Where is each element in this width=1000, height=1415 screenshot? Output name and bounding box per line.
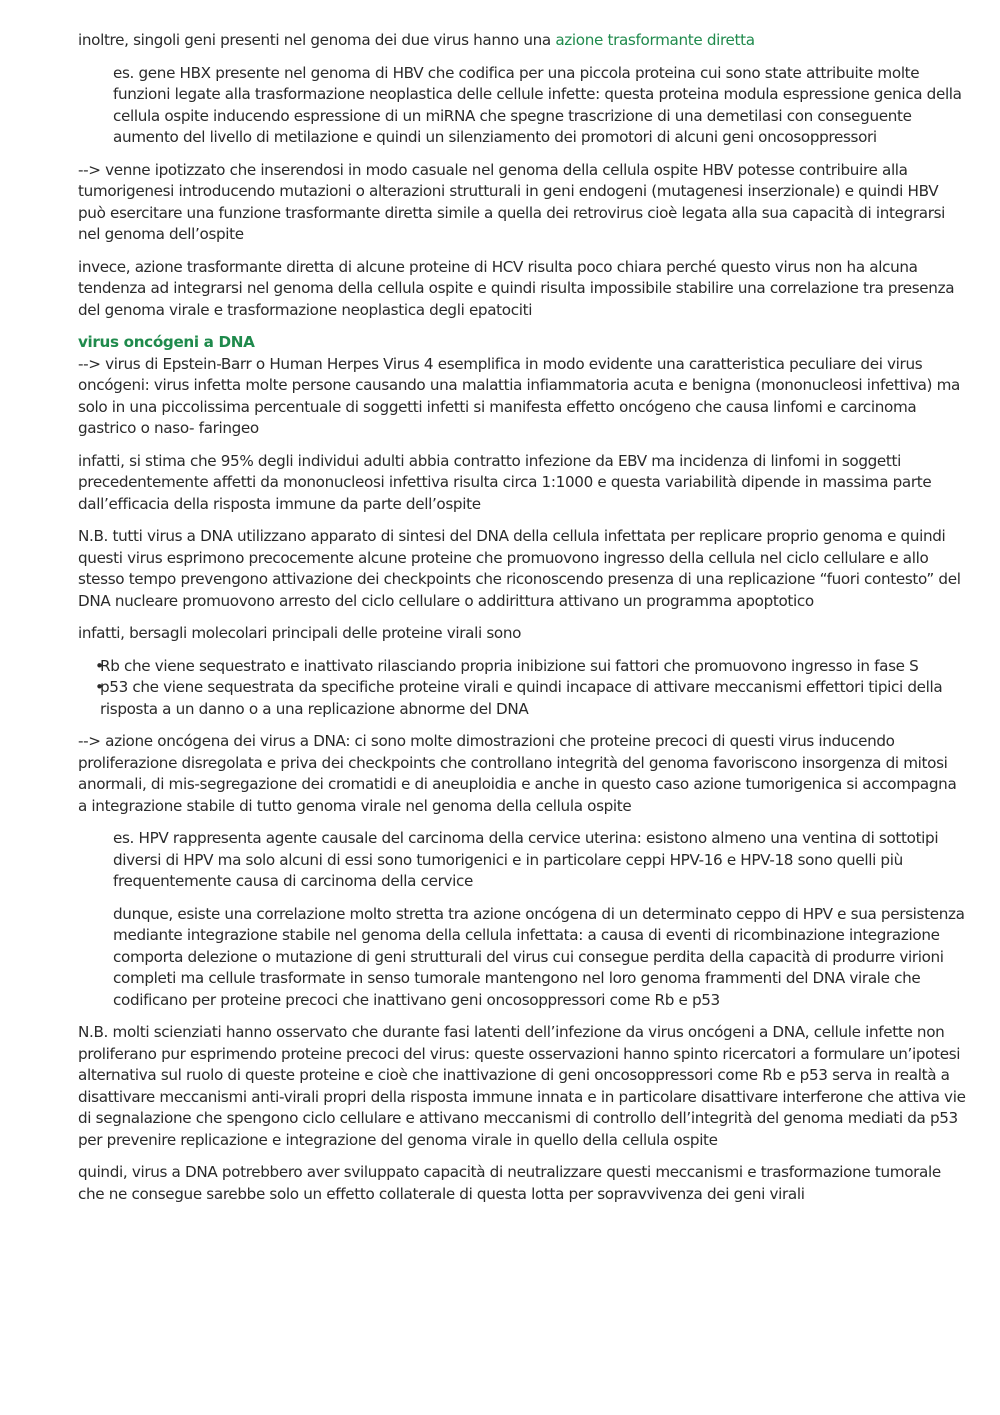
paragraph-ebv-statistics: infatti, si stima che 95% degli individui adulti abbia contratto infezione da EBV ma incidenza di linfomi in soggetti precedentemente affetti da mononucleosi infettiva risulta circa 1:1000 e questa variabilità dipende in massima parte dall’efficacia della risposta immune da parte dell’ospite <box>78 451 932 513</box>
highlighted-term: azione trasformante diretta <box>555 31 755 49</box>
paragraph-hbv-hcv-intro <box>78 30 968 52</box>
bullet-item-p53: • p53 che viene sequestrata da specifiche proteine virali e quindi incapace di attivare meccanismi effettori tipici della risposta a un danno o a una replicazione abnorme del DNA <box>78 677 968 720</box>
document-page <box>78 30 968 1216</box>
paragraph-molecular-targets: infatti, bersagli molecolari principali delle proteine virali sono <box>78 624 522 642</box>
paragraph-hcv-transforming-action: invece, azione trasformante diretta di alcune proteine di HCV risulta poco chiara perché questo virus non ha alcuna tendenza ad integrarsi nel genoma della cellula ospite e quindi risulta impossibile stabilire una correlazione tra presenza del genoma virale e trasformazione neoplastica degli epatociti <box>78 257 955 319</box>
paragraph-hpv-example: es. HPV rappresenta agente causale del carcinoma della cervice uterina: esistono almeno una ventina di sottotipi diversi di HPV ma solo alcuni di essi sono tumorigenici e in particolare ceppi HPV-16 e HPV-18 sono quelli più frequentemente causa di carcinoma della cervice <box>113 829 939 890</box>
paragraph-conclusion: quindi, virus a DNA potrebbero aver sviluppato capacità di neutralizzare questi meccanismi e trasformazione tumorale che ne consegue sarebbe solo un effetto collaterale di questa lotta per sopravvivenza dei geni virali <box>78 1163 941 1203</box>
paragraph-epstein-barr: --> virus di Epstein-Barr o Human Herpes Virus 4 esemplifica in modo evidente una caratteristica peculiare dei virus oncógeni: virus infetta molte persone causando una malattia infiammatoria acuta e benigna (mononucleosi infettiva) ma solo in una piccolissima percentuale di soggetti infetti si manifesta effetto oncógeno che causa linfomi e carcinoma gastrico o naso- faringeo <box>78 354 961 437</box>
paragraph-nb-dna-virus-replication: N.B. tutti virus a DNA utilizzano apparato di sintesi del DNA della cellula infettata per replicare proprio genoma e quindi questi virus esprimono precocemente alcune proteine che promuovono ingresso della cellula nel ciclo cellulare e allo stesso tempo prevengono attivazione dei checkpoints che riconoscendo presenza di una replicazione “fuori contesto” del DNA nucleare promuovono arresto del ciclo cellulare o addirittura attivano un programma apoptotico <box>78 527 961 610</box>
paragraph-hbx-example: es. gene HBX presente nel genoma di HBV che codifica per una piccola proteina cui sono state attribuite molte funzioni legate alla trasformazione neoplastica delle cellule infette: questa proteina modula espressione genica della cellula ospite inducendo espressione di un miRNA che spegne trascrizione di una demetilasi con conseguente aumento del livello di metilazione e quindi un silenziamento dei promotori di alcuni geni oncosoppressori <box>113 63 962 146</box>
bullet-item-rb: • Rb che viene sequestrato e inattivato rilasciando propria inibizione sui fattori che promuovono ingresso in fase S <box>78 656 968 678</box>
paragraph-text: inoltre, singoli geni presenti nel genoma dei due virus hanno una <box>78 31 556 49</box>
paragraph-oncogenic-action: --> azione oncógena dei virus a DNA: ci sono molte dimostrazioni che proteine precoci di questi virus inducendo proliferazione disregolata e priva dei checkpoints che controllano integrità del genoma favoriscono insorgenza di mitosi anormali, di mis-segregazione dei cromatidi e di aneuploidia e anche in questo caso azione tumorigenica si accompagna a integrazione stabile di tutto genoma virale nel genoma della cellula ospite <box>78 732 957 815</box>
section-heading: virus oncógeni a DNA <box>78 333 255 351</box>
bullet-list-targets <box>78 656 968 721</box>
paragraph-hpv-integration: dunque, esiste una correlazione molto stretta tra azione oncógena di un determinato ceppo di HPV e sua persistenza mediante integrazione stabile nel genoma della cellula infettata: a causa di eventi di ricombinazione integrazione comporta delezione o mutazione di geni strutturali del virus cui consegue perdita della capacità di produrre virioni completi ma cellule trasformate in senso tumorale mantengono nel loro genoma frammenti del DNA virale che codificano per proteine precoci che inattivano geni oncosoppressori come Rb e p53 <box>113 904 965 1009</box>
paragraph-nb-latent-phases: N.B. molti scienziati hanno osservato che durante fasi latenti dell’infezione da virus oncógeni a DNA, cellule infette non proliferano pur esprimendo proteine precoci del virus: queste osservazioni hanno spinto ricercatori a formulare un’ipotesi alternativa sul ruolo di queste proteine e cioè che inattivazione di geni oncosoppressori come Rb e p53 serva in realtà a disattivare meccanismi anti-virali propri della risposta immune innata e in particolare disattivare interferone che attiva vie di segnalazione che spengono ciclo cellulare e attivano meccanismi di controllo dell’integrità del genoma mediati da p53 per prevenire replicazione e integrazione del genoma virale in quello della cellula ospite <box>78 1023 966 1149</box>
paragraph-hbv-insertional-mutagenesis: --> venne ipotizzato che inserendosi in modo casuale nel genoma della cellula ospite HBV potesse contribuire alla tumorigenesi introducendo mutazioni o alterazioni strutturali in geni endogeni (mutagenesi inserzionale) e quindi HBV può esercitare una funzione trasformante diretta simile a quella dei retrovirus cioè legata alla sua capacità di integrarsi nel genoma dell’ospite <box>78 160 946 243</box>
